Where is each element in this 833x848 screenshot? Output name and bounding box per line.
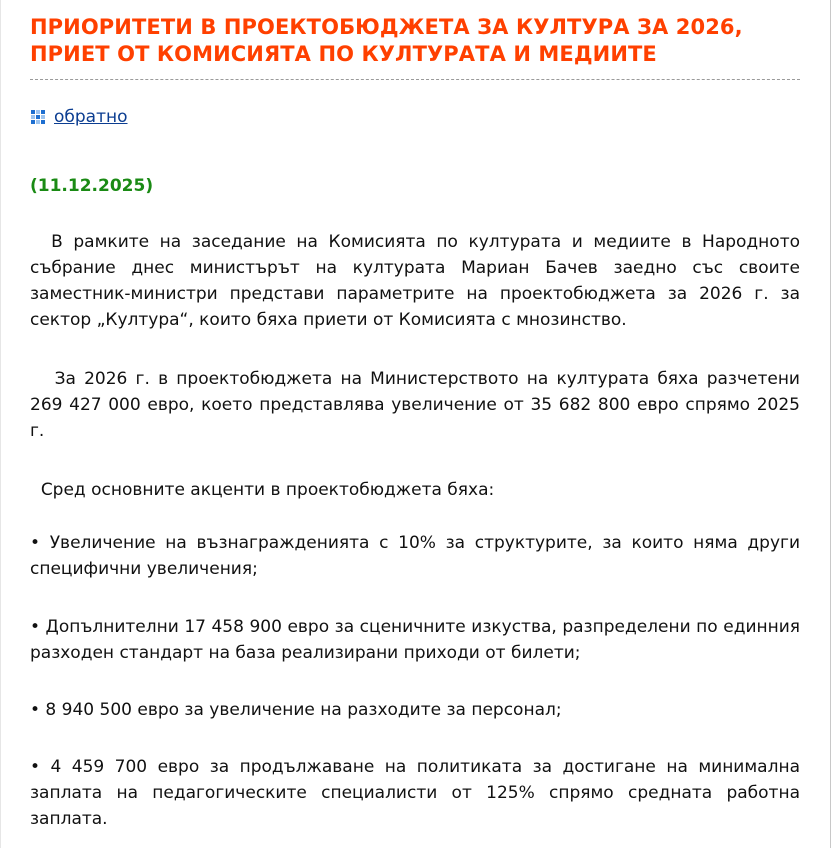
- bullet-item: • Допълнителни 17 458 900 евро за сценичните изкуства, разпределени по единния разходен стандарт на база реализирани приходи от билети;: [30, 617, 800, 663]
- grid-dots-icon: [30, 109, 46, 125]
- article-paragraph: За 2026 г. в проектобюджета на Министерството на културата бяха разчетени 269 427 000 евро, което представлява увеличение от 35 682 800 евро спрямо 2025 г.: [30, 369, 806, 441]
- back-link-row[interactable]: [30, 106, 128, 128]
- article-paragraph: Сред основните акценти в проектобюджета бяха:: [30, 480, 495, 500]
- bullet-item: • 4 459 700 евро за продължаване на политиката за достигане на минимална заплата на педагогическите специалисти от 125% спрямо средната работна заплата.: [30, 757, 800, 829]
- back-link[interactable]: обратно: [54, 107, 128, 127]
- article-paragraph: В рамките на заседание на Комисията по културата и медиите в Народното събрание днес министърът на културата Мариан Бачев заедно със своите заместник-министри представи параметрите на проектобюджета за 2026 г. за сектор „Култура“, които бяха приети от Комисията с мнозинство.: [30, 232, 806, 330]
- bullet-item: • Увеличение на възнагражденията с 10% за структурите, за които няма други специфични увеличения;: [30, 533, 800, 579]
- article-date: (11.12.2025): [30, 176, 154, 196]
- title-divider: [30, 79, 800, 80]
- page-title: ПРИОРИТЕТИ В ПРОЕКТОБЮДЖЕТА ЗА КУЛТУРА ЗА 2026, ПРИЕТ ОТ КОМИСИЯТА ПО КУЛТУРАТА И МЕДИИТЕ: [30, 15, 743, 66]
- bullet-item: • 8 940 500 евро за увеличение на разходите за персонал;: [30, 700, 562, 720]
